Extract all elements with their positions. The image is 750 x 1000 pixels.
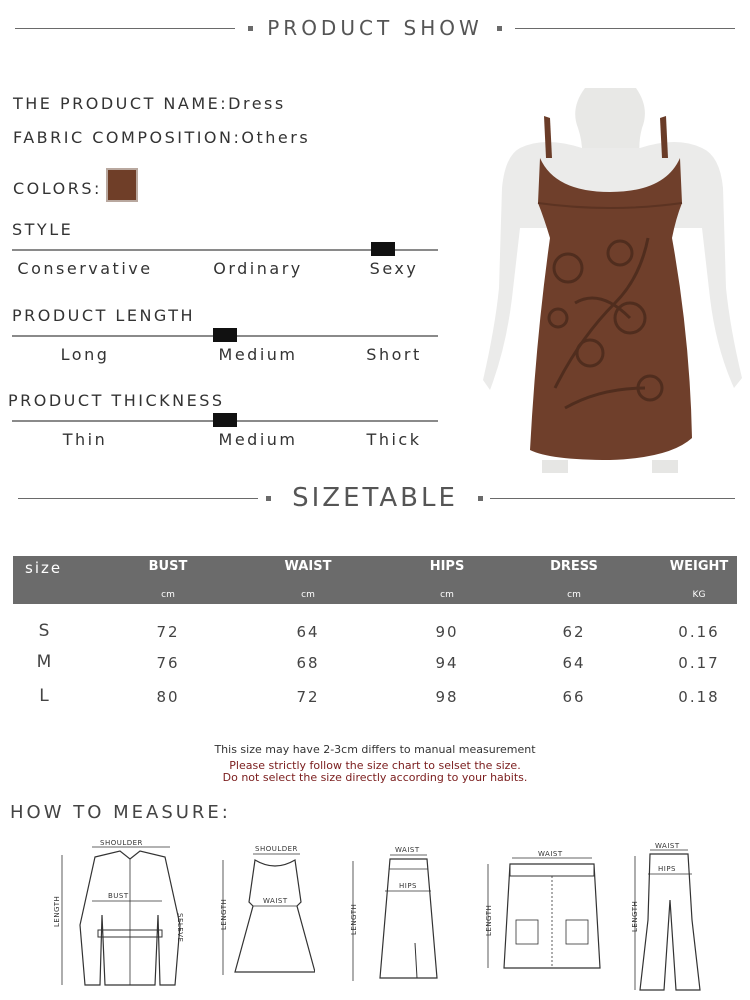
- size-row-label: L: [39, 686, 51, 706]
- attribute-option-label: Long: [60, 345, 110, 364]
- size-table-cell: 72: [296, 688, 320, 706]
- svg-text:LENGTH: LENGTH: [631, 900, 639, 932]
- note-measurement: This size may have 2-3cm differs to manual measurement: [214, 743, 536, 756]
- measure-figure-dress: [215, 840, 315, 980]
- column-header: WEIGHT: [669, 559, 729, 574]
- svg-text:SHOULDER: SHOULDER: [255, 845, 298, 853]
- column-unit: cm: [567, 590, 581, 600]
- sizetable-title: SIZETABLE: [292, 483, 458, 513]
- size-table-cell: 80: [156, 688, 180, 706]
- svg-text:BUST: BUST: [108, 892, 129, 900]
- note-habits: Do not select the size directly according to your habits.: [222, 771, 528, 784]
- attribute-option-label: Sexy: [369, 259, 419, 278]
- attribute-option-label: Thin: [62, 430, 108, 449]
- attribute-option-label: Short: [366, 345, 422, 364]
- size-table-cell: 64: [296, 623, 320, 641]
- attribute-option-label: Ordinary: [213, 259, 303, 278]
- measure-figure-trousers: [620, 840, 720, 995]
- attribute-level-marker: [213, 413, 237, 427]
- attribute-option-label: Thick: [366, 430, 422, 449]
- color-swatch-brown[interactable]: [106, 168, 138, 202]
- attribute-option-label: Conservative: [17, 259, 153, 278]
- size-table-cell: 76: [156, 654, 180, 672]
- size-table-cell: 94: [435, 654, 459, 672]
- product-name: THE PRODUCT NAME:Dress: [13, 94, 286, 113]
- attribute-title: PRODUCT THICKNESS: [8, 391, 225, 410]
- column-unit: cm: [301, 590, 315, 600]
- measure-figure-jacket: [50, 835, 200, 995]
- svg-text:LENGTH: LENGTH: [350, 903, 358, 935]
- sizetable-header: [0, 478, 750, 518]
- fabric-composition: FABRIC COMPOSITION:Others: [13, 128, 311, 147]
- size-table-cell: 64: [562, 654, 586, 672]
- svg-text:LENGTH: LENGTH: [53, 895, 61, 927]
- size-row-label: M: [36, 652, 54, 672]
- svg-text:HIPS: HIPS: [658, 865, 676, 873]
- size-table-cell: 90: [435, 623, 459, 641]
- column-header: BUST: [148, 559, 188, 574]
- size-table-cell: 98: [435, 688, 459, 706]
- colors-label: COLORS:: [13, 179, 102, 198]
- column-unit: cm: [161, 590, 175, 600]
- measure-figure-denim-skirt: [480, 850, 615, 975]
- size-table-cell: 0.16: [678, 623, 720, 641]
- how-to-measure-title: HOW TO MEASURE:: [10, 802, 231, 823]
- svg-text:SELEVE: SELEVE: [176, 913, 184, 943]
- column-header: DRESS: [550, 559, 598, 574]
- size-table-cell: 0.17: [678, 654, 720, 672]
- product-photo: [480, 88, 745, 473]
- svg-text:WAIST: WAIST: [655, 842, 680, 850]
- note-follow-chart: Please strictly follow the size chart to selset the size.: [229, 759, 521, 772]
- svg-text:LENGTH: LENGTH: [485, 904, 493, 936]
- attribute-level-marker: [213, 328, 237, 342]
- attribute-option-label: Medium: [218, 430, 298, 449]
- size-column-header: size: [25, 559, 63, 577]
- column-unit: cm: [440, 590, 454, 600]
- column-unit: KG: [692, 590, 706, 600]
- column-header: HIPS: [429, 559, 465, 574]
- attribute-title: PRODUCT LENGTH: [12, 306, 196, 325]
- measure-figure-skirt: [345, 843, 445, 988]
- attribute-title: STYLE: [12, 220, 74, 239]
- column-header: WAIST: [284, 559, 332, 574]
- size-table-header: [13, 556, 737, 604]
- product-show-title: PRODUCT SHOW: [267, 16, 483, 40]
- size-table-cell: 62: [562, 623, 586, 641]
- svg-text:SHOULDER: SHOULDER: [100, 839, 143, 847]
- product-show-header: [0, 8, 750, 48]
- svg-text:WAIST: WAIST: [395, 846, 420, 854]
- size-table-cell: 66: [562, 688, 586, 706]
- size-table-cell: 0.18: [678, 688, 720, 706]
- size-row-label: S: [38, 621, 52, 641]
- attribute-option-label: Medium: [218, 345, 298, 364]
- svg-text:WAIST: WAIST: [538, 850, 563, 858]
- svg-text:LENGTH: LENGTH: [220, 898, 228, 930]
- attribute-level-marker: [371, 242, 395, 256]
- svg-text:HIPS: HIPS: [399, 882, 417, 890]
- size-table-cell: 68: [296, 654, 320, 672]
- svg-text:WAIST: WAIST: [263, 897, 288, 905]
- size-table-cell: 72: [156, 623, 180, 641]
